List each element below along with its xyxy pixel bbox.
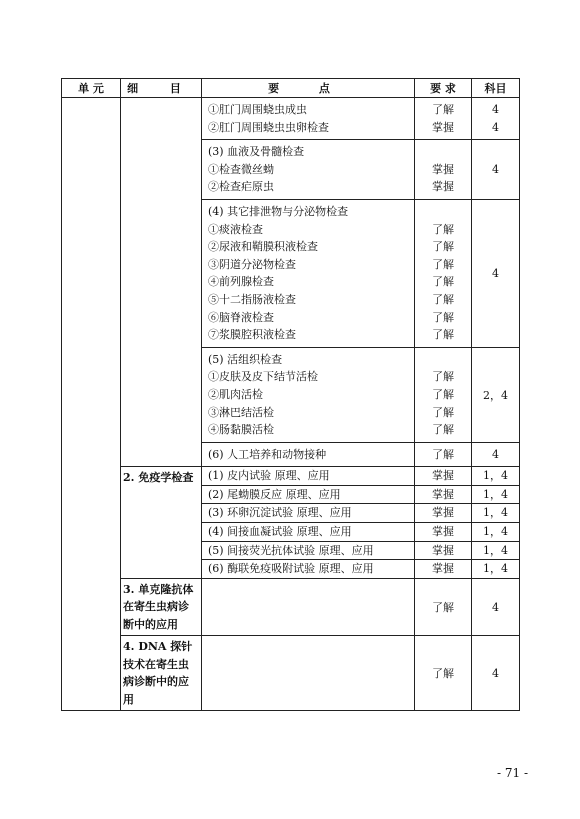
- subject-cell: 4 4: [472, 98, 520, 140]
- unit-cell: [62, 98, 121, 711]
- requirement-cell: 了解: [415, 636, 472, 711]
- points-cell: (3) 血液及骨髓检查 ①检查微丝蚴 ②检查疟原虫: [202, 140, 415, 200]
- header-unit: 单 元: [62, 79, 121, 98]
- subject-cell: 4: [472, 578, 520, 636]
- header-subject: 科目: [472, 79, 520, 98]
- requirement-cell: 了解: [415, 442, 472, 467]
- subject-cell: 4: [472, 199, 520, 347]
- requirement-cell: 掌握 掌握: [415, 140, 472, 200]
- points-cell: [202, 636, 415, 711]
- requirement-cell: 了解: [415, 578, 472, 636]
- requirement-cell: 了解 掌握: [415, 98, 472, 140]
- requirement-cell: 了解 了解 了解 了解: [415, 347, 472, 442]
- item-cell: [121, 98, 202, 467]
- points-cell: [202, 578, 415, 636]
- header-requirement: 要 求: [415, 79, 472, 98]
- table-row: [62, 467, 520, 579]
- subject-cell: 4: [472, 636, 520, 711]
- points-cell: (1) 皮内试验 原理、应用 (2) 尾蚴膜反应 原理、应用 (3) 环卵沉淀试验 原理、应用 (4) 间接血凝试验 原理、应用 (5) 间接荧光抗体试验 原理、应用 (6) 酶联免疫吸附试验 原理、应用: [202, 467, 415, 579]
- page-number: - 71 -: [497, 766, 529, 780]
- subject-cell: 4: [472, 140, 520, 200]
- points-cell: (6) 人工培养和动物接种: [202, 442, 415, 467]
- subject-cell: 2，4: [472, 347, 520, 442]
- requirement-cell: 了解 了解 了解 了解 了解 了解 了解: [415, 199, 472, 347]
- table-row: [62, 578, 520, 636]
- points-cell: (5) 活组织检查 ①皮肤及皮下结节活检 ②肌肉活检 ③淋巴结活检 ④肠黏膜活检: [202, 347, 415, 442]
- item-cell: 2. 免疫学检查: [121, 467, 202, 579]
- points-cell: ①肛门周围蛲虫成虫 ②肛门周围蛲虫虫卵检查: [202, 98, 415, 140]
- table-row: [62, 98, 520, 140]
- subject-cell: 4: [472, 442, 520, 467]
- requirement-cell: 掌握 掌握 掌握 掌握 掌握 掌握: [415, 467, 472, 579]
- table-row: [62, 636, 520, 711]
- header-row: [62, 79, 520, 98]
- item-cell: 3. 单克隆抗体在寄生虫病诊断中的应用: [121, 578, 202, 636]
- header-item: 细 目: [121, 79, 202, 98]
- subject-cell: 1，4 1，4 1，4 1，4 1，4 1，4: [472, 467, 520, 579]
- header-points: 要 点: [202, 79, 415, 98]
- item-cell: 4. DNA 探针技术在寄生虫病诊断中的应用: [121, 636, 202, 711]
- syllabus-table: [61, 78, 520, 711]
- points-cell: (4) 其它排泄物与分泌物检查 ①痰液检查 ②尿液和鞘膜积液检查 ③阴道分泌物检查 ④前列腺检查 ⑤十二指肠液检查 ⑥脑脊液检查 ⑦浆膜腔积液检查: [202, 199, 415, 347]
